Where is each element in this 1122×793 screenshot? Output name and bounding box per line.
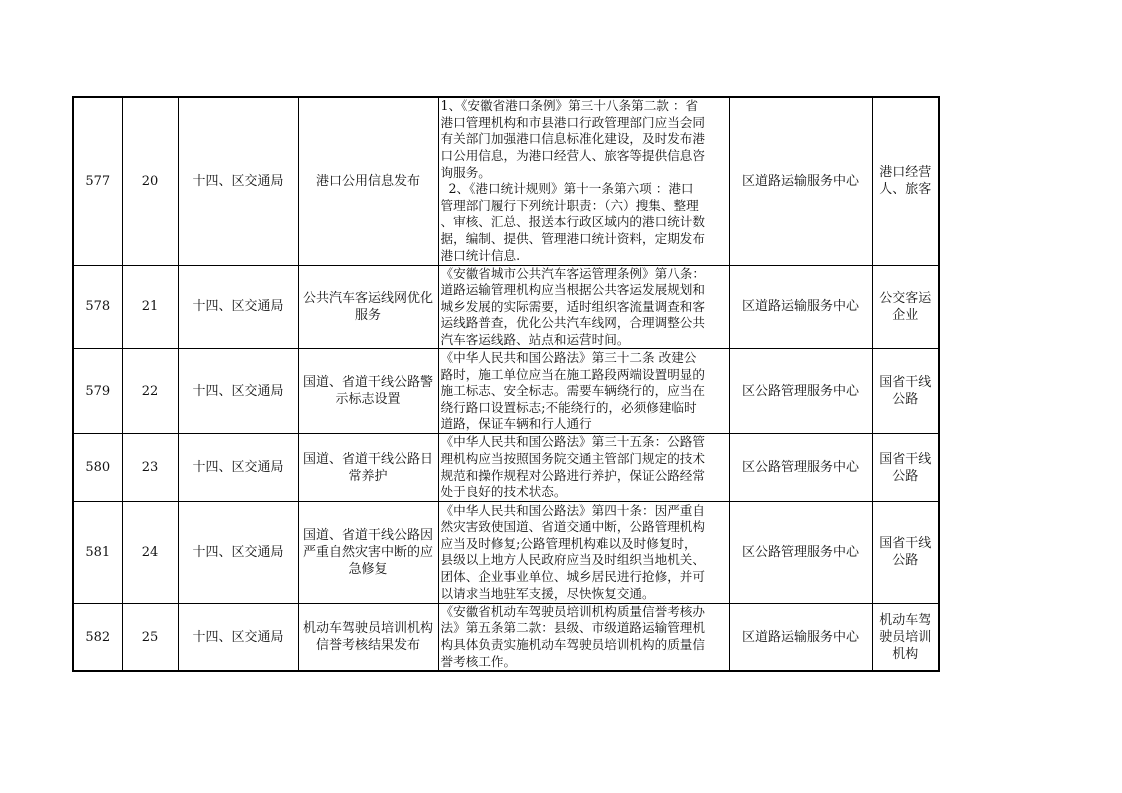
item-name-cell: 港口公用信息发布 [298,97,438,265]
basis-line: 、审核、汇总、报送本行政区域内的港口统计数 [440,214,705,230]
target-object-cell: 港口经营人、旅客 [872,97,939,265]
table-row [73,349,939,434]
target-object-cell: 机动车驾驶员培训机构 [872,603,939,671]
target-object-cell: 国省干线公路 [872,501,939,603]
responsible-unit-cell: 区公路管理服务中心 [729,349,872,434]
basis-line: 处于良好的技术状态。 [440,484,567,500]
legal-basis-cell [438,434,729,501]
department-cell: 十四、区交通局 [178,265,298,349]
row-index-cell: 581 [73,501,122,603]
responsible-unit-cell: 区道路运输服务中心 [729,97,872,265]
basis-line: 道路，保证车辆和行人通行 [440,416,592,432]
department-cell: 十四、区交通局 [178,603,298,671]
sequence-cell: 25 [122,603,178,671]
basis-line: 构具体负责实施机动车驾驶员培训机构的质量信 [440,637,705,653]
basis-line: 《中华人民共和国公路法》第四十条：因严重自 [440,502,705,518]
basis-line: 路时，施工单位应当在施工路段两端设置明显的 [440,366,705,382]
basis-line: 口公用信息，为港口经营人、旅客等提供信息咨 [440,148,705,164]
basis-line: 规范和操作规程对公路进行养护，保证公路经常 [440,467,705,483]
row-index-cell: 579 [73,349,122,434]
row-index-cell: 582 [73,603,122,671]
department-cell: 十四、区交通局 [178,349,298,434]
basis-line: 城乡发展的实际需要，适时组织客流量调查和客 [440,298,705,314]
basis-line: 法》第五条第二款：县级、市级道路运输管理机 [440,620,705,636]
basis-line: 以请求当地驻军支援，尽快恢复交通。 [440,585,655,601]
basis-line: 道路运输管理机构应当根据公共客运发展规划和 [440,282,705,298]
table-row [73,97,939,265]
legal-basis-cell [438,349,729,434]
table-row [73,434,939,501]
basis-line: 2、《港口统计规则》第十一条第六项 ：港口 [440,181,694,197]
sequence-cell: 24 [122,501,178,603]
target-object-cell: 公交客运企业 [872,265,939,349]
department-cell: 十四、区交通局 [178,434,298,501]
basis-line: 县级以上地方人民政府应当及时组织当地机关、 [440,552,705,568]
row-index-cell: 580 [73,434,122,501]
basis-line: 《中华人民共和国公路法》第三十五条：公路管 [440,434,705,450]
basis-line: 《安徽省城市公共汽车客运管理条例》第八条： [440,265,705,281]
item-name-cell: 国道、省道干线公路日常养护 [298,434,438,501]
legal-basis-cell [438,501,729,603]
department-cell: 十四、区交通局 [178,501,298,603]
basis-line: 1、《安徽省港口条例》第三十八条第二款 ：省 [440,98,699,114]
responsible-unit-cell: 区道路运输服务中心 [729,603,872,671]
responsible-unit-cell: 区公路管理服务中心 [729,501,872,603]
table-row [73,501,939,603]
item-name-cell: 国道、省道干线公路警示标志设置 [298,349,438,434]
table-row [73,603,939,671]
basis-line: 团体、企业事业单位、城乡居民进行抢修，并可 [440,568,705,584]
public-service-table [72,96,940,672]
responsible-unit-cell: 区道路运输服务中心 [729,265,872,349]
sequence-cell: 21 [122,265,178,349]
basis-line: 施工标志、安全标志。需要车辆绕行的，应当在 [440,383,705,399]
target-object-cell: 国省干线公路 [872,349,939,434]
item-name-cell: 机动车驾驶员培训机构信誉考核结果发布 [298,603,438,671]
target-object-cell: 国省干线公路 [872,434,939,501]
basis-line: 运线路普查，优化公共汽车线网，合理调整公共 [440,315,705,331]
basis-line: 誉考核工作。 [440,653,517,669]
basis-line: 管理部门履行下列统计职责：（六）搜集、整理 [440,197,699,213]
basis-line: 应当及时修复;公路管理机构难以及时修复时， [440,535,697,551]
legal-basis-cell [438,265,729,349]
basis-line: 港口管理机构和市县港口行政管理部门应当会同 [440,114,705,130]
basis-line: 有关部门加强港口信息标准化建设，及时发布港 [440,131,705,147]
department-cell: 十四、区交通局 [178,97,298,265]
basis-line: 绕行路口设置标志;不能绕行的，必须修建临时 [440,399,697,415]
legal-basis-cell [438,97,729,265]
basis-line: 汽车客运线路、站点和运营时间。 [440,331,630,347]
basis-line: 《中华人民共和国公路法》第三十二条 改建公 [440,349,697,365]
row-index-cell: 578 [73,265,122,349]
basis-line: 询服务。 [440,164,491,180]
sequence-cell: 23 [122,434,178,501]
item-name-cell: 国道、省道干线公路因严重自然灾害中断的应急修复 [298,501,438,603]
basis-line: 港口统计信息. [440,247,521,263]
basis-line: 理机构应当按照国务院交通主管部门规定的技术 [440,451,705,467]
table-row [73,265,939,349]
row-index-cell: 577 [73,97,122,265]
responsible-unit-cell: 区公路管理服务中心 [729,434,872,501]
basis-line: 然灾害致使国道、省道交通中断，公路管理机构 [440,519,705,535]
legal-basis-cell [438,603,729,671]
sequence-cell: 22 [122,349,178,434]
item-name-cell: 公共汽车客运线网优化服务 [298,265,438,349]
basis-line: 《安徽省机动车驾驶员培训机构质量信誉考核办 [440,603,705,619]
sequence-cell: 20 [122,97,178,265]
basis-line: 据，编制、提供、管理港口统计资料，定期发布 [440,231,705,247]
